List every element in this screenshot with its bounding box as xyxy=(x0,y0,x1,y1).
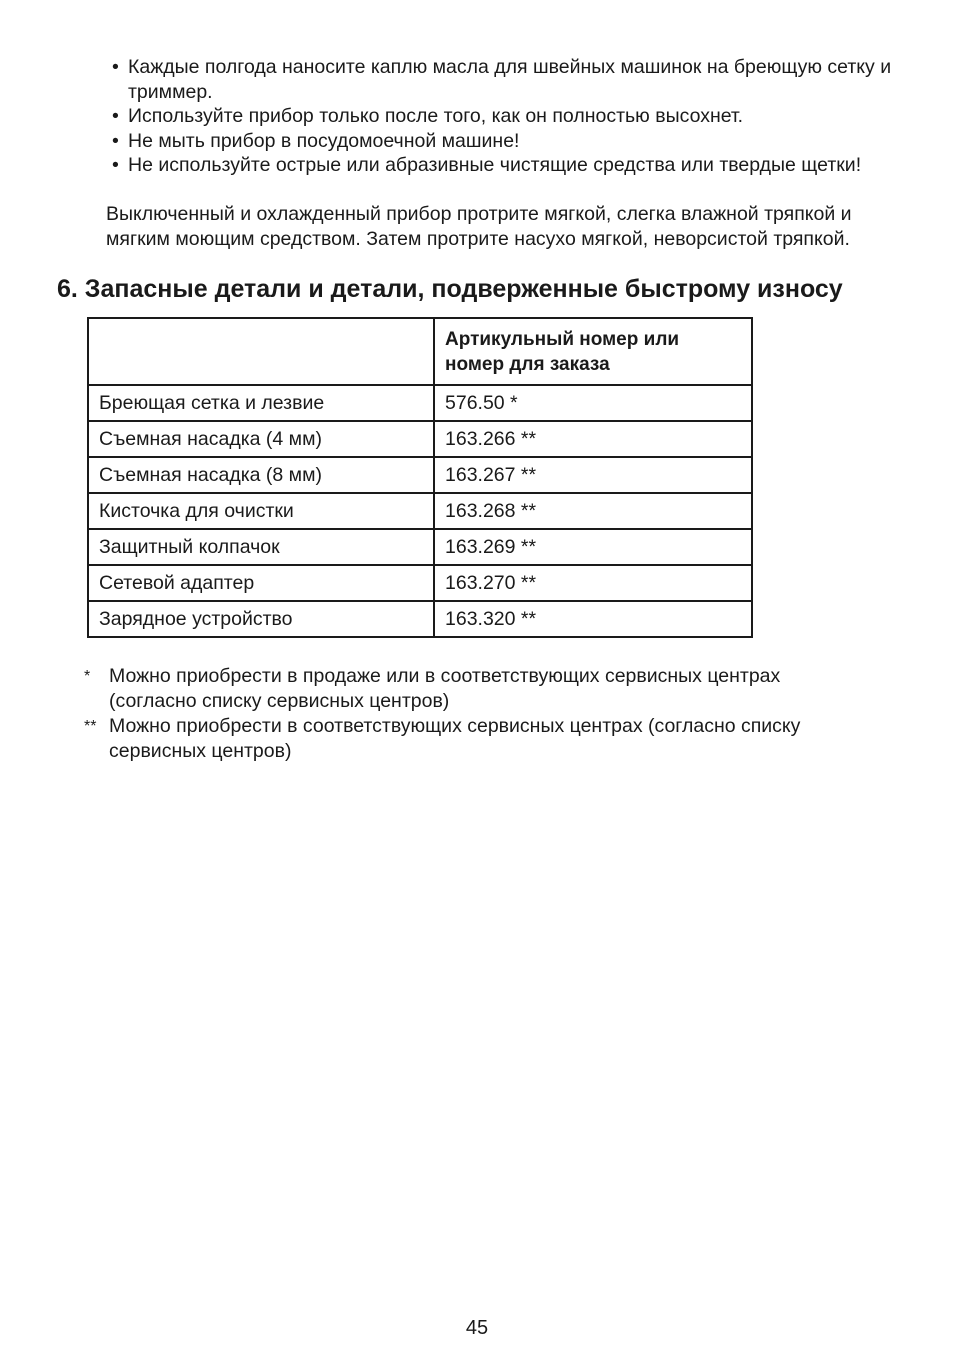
table-row xyxy=(88,385,752,421)
part-number-cell: 163.267 ** xyxy=(434,457,752,493)
paragraph-line: мягким моющим средством. Затем протрите насухо мягкой, неворсистой тряпкой. xyxy=(106,228,850,250)
list-item-text: Не используйте острые или абразивные чистящие средства или твердые щетки! xyxy=(128,154,862,176)
part-name-cell: Защитный колпачок xyxy=(88,529,434,565)
footnote-line: сервисных центров) xyxy=(109,740,292,762)
footnote-line: Можно приобрести в соответствующих сервисных центрах (согласно списку xyxy=(109,715,801,737)
table-header-cell-name xyxy=(88,318,434,385)
list-item-text: Не мыть прибор в посудомоечной машине! xyxy=(128,129,520,152)
bullet-icon: • xyxy=(112,105,119,127)
header-line: Артикульный номер или xyxy=(445,328,680,350)
table-row xyxy=(88,601,752,637)
list-item-text: Каждые полгода наносите каплю масла для швейных машинок на бреющую сетку и триммер. xyxy=(128,56,892,103)
list-item-text: Используйте прибор только после того, как он полностью высохнет. xyxy=(128,105,744,127)
list-item xyxy=(112,153,902,178)
section-title: 6. Запасные детали и детали, подверженные быстрому износу xyxy=(57,275,843,303)
part-number-cell: 163.266 ** xyxy=(434,421,752,457)
table-header-row xyxy=(88,318,752,385)
bullet-icon: • xyxy=(112,154,119,176)
table-row xyxy=(88,457,752,493)
part-number-cell: 163.269 ** xyxy=(434,529,752,565)
footnote-double-star xyxy=(84,714,864,764)
table-row xyxy=(88,529,752,565)
part-number-cell: 163.270 ** xyxy=(434,565,752,601)
footnote-mark: * xyxy=(84,668,91,685)
part-name-cell: Кисточка для очистки xyxy=(88,493,434,529)
care-instructions-list xyxy=(112,55,902,178)
footnotes xyxy=(84,664,864,764)
part-name-cell: Бреющая сетка и лезвие xyxy=(88,385,434,421)
table-row xyxy=(88,493,752,529)
spare-parts-table xyxy=(87,317,753,638)
paragraph-line: Выключенный и охлажденный прибор протрите мягкой, слегка влажной тряпкой и xyxy=(106,203,852,225)
part-number-cell: 163.320 ** xyxy=(434,601,752,637)
part-number-cell: 163.268 ** xyxy=(434,493,752,529)
table-row xyxy=(88,421,752,457)
footnote-line: (согласно списку сервисных центров) xyxy=(109,690,450,712)
part-name-cell: Зарядное устройство xyxy=(88,601,434,637)
footnote-mark: ** xyxy=(84,718,97,735)
part-name-cell: Сетевой адаптер xyxy=(88,565,434,601)
list-item xyxy=(112,55,902,104)
part-name-cell: Съемная насадка (4 мм) xyxy=(88,421,434,457)
bullet-icon: • xyxy=(112,56,119,78)
footnote-single-star xyxy=(84,664,864,714)
part-name-cell: Съемная насадка (8 мм) xyxy=(88,457,434,493)
table-row xyxy=(88,565,752,601)
page-number: 45 xyxy=(465,1317,489,1339)
list-item xyxy=(112,104,902,129)
list-item xyxy=(112,129,902,154)
header-line: номер для заказа xyxy=(445,353,610,375)
footnote-line: Можно приобрести в продаже или в соответствующих сервисных центрах xyxy=(109,665,781,687)
bullet-icon: • xyxy=(112,129,119,152)
part-number-cell: 576.50 * xyxy=(434,385,752,421)
table-header-cell-number xyxy=(434,318,752,385)
cleaning-paragraph xyxy=(106,202,906,252)
